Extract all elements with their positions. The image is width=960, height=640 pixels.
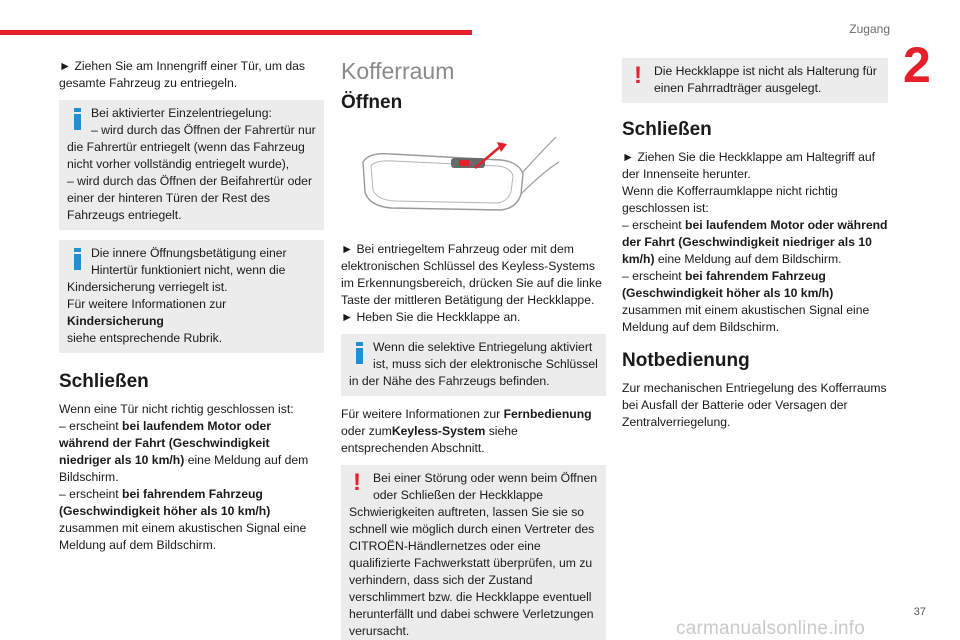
closing-text: Wenn eine Tür nicht richtig geschlossen ist: xyxy=(59,402,294,416)
info-text: ist, muss sich der elektronische Schlüssel xyxy=(373,357,598,371)
page-number: 37 xyxy=(913,606,926,618)
section-heading: Kofferraum xyxy=(341,58,455,84)
open-heading: Öffnen xyxy=(341,92,403,113)
info-text: Für weitere Informationen zur Kindersicherung xyxy=(67,297,227,328)
warning-text: Die Heckklappe ist nicht als Halterung für xyxy=(654,64,877,78)
open-step-1: ► Bei entriegeltem Fahrzeug oder mit dem elektronischen Schlüssel des Keyless-Systems im Erkennungsbereich, drücken Sie auf die linke Taste der mittleren Betätigung der Heckklappe. xyxy=(341,242,602,307)
info-text: die Fahrertür entriegelt (wenn das Fahrzeug nicht vorher vollständig entriegelt wurde), xyxy=(67,140,305,171)
trunk-close-bullet: – erscheint bei laufendem Motor oder während der Fahrt (Geschwindigkeit niedriger als 10 km/h) eine Meldung auf dem Bildschirm. xyxy=(622,218,888,266)
column-1 xyxy=(59,58,324,554)
trunk-close-bullet: – erscheint bei fahrendem Fahrzeug (Geschwindigkeit höher als 10 km/h) zusammen mit einem akustischen Signal eine Meldung auf dem Bildschirm. xyxy=(622,269,870,334)
section-name: Zugang xyxy=(849,22,890,36)
warning-text: einen Fahrradträger ausgelegt. xyxy=(654,81,822,95)
warning-box-bike-carrier xyxy=(622,58,888,103)
trunk-close-text: Wenn die Kofferraumklappe nicht richtig geschlossen ist: xyxy=(622,184,838,215)
closing-bullet: – erscheint bei fahrendem Fahrzeug (Geschwindigkeit höher als 10 km/h) zusammen mit einem akustischen Signal eine Meldung auf dem Bildschirm. xyxy=(59,487,307,552)
tailgate-handle-illustration xyxy=(351,132,561,222)
closing-bullet: – erscheint bei laufendem Motor oder während der Fahrt (Geschwindigkeit niedriger als 10 km/h) eine Meldung auf dem Bildschirm. xyxy=(59,419,309,484)
emergency-heading: Notbedienung xyxy=(622,350,750,371)
info-icon xyxy=(69,246,91,270)
info-icon xyxy=(69,106,91,130)
column-2 xyxy=(341,58,606,640)
info-text: Die innere Öffnungsbetätigung einer xyxy=(91,246,287,260)
warning-box-malfunction xyxy=(341,465,606,640)
info-icon xyxy=(351,340,373,364)
info-text: Hintertür funktioniert nicht, wenn die xyxy=(91,263,286,277)
info-text: in der Nähe des Fahrzeugs befinden. xyxy=(349,374,550,388)
header-accent-bar xyxy=(0,30,472,35)
closing-heading: Schließen xyxy=(59,371,149,392)
info-text: Bei aktivierter Einzelentriegelung: xyxy=(91,106,272,120)
more-info-text: Für weitere Informationen zur Fernbedienung oder zumKeyless-System siehe entsprechenden Abschnitt. xyxy=(341,407,592,455)
info-text: Kindersicherung verriegelt ist. xyxy=(67,280,228,294)
watermark: carmanualsonline.info xyxy=(676,618,866,639)
info-text: – wird durch das Öffnen der Fahrertür nur xyxy=(91,123,316,137)
info-text: – wird durch das Öffnen der Beifahrertür oder einer der hinteren Türen der Rest des Fahrzeugs entriegelt. xyxy=(67,174,313,222)
trunk-close-heading: Schließen xyxy=(622,119,712,140)
emergency-text: Zur mechanischen Entriegelung des Kofferraums bei Ausfall der Batterie oder Versagen der Zentralverriegelung. xyxy=(622,381,887,429)
warning-icon: ! xyxy=(353,469,361,496)
warning-text: oder Schließen der Heckklappe xyxy=(373,488,544,502)
chapter-number: 2 xyxy=(903,37,931,93)
intro-step: ► Ziehen Sie am Innengriff einer Tür, um das gesamte Fahrzeug zu entriegeln. xyxy=(59,59,306,90)
info-box-selective-unlock xyxy=(341,334,606,396)
open-step-2: ► Heben Sie die Heckklappe an. xyxy=(341,310,521,324)
info-box-child-lock xyxy=(59,240,324,353)
warning-text: Schwierigkeiten auftreten, lassen Sie sie so schnell wie möglich durch einen Vertreter des CITROËN-Händlernetzes oder eine qualifizierte Fachwerkstatt überprüfen, um zu verhindern, dass sich der Zustand verschlimmert bzw. die Heckklappe eventuell herunterfällt und dabei schwere Verletzungen verursacht. xyxy=(349,505,595,638)
warning-text: Bei einer Störung oder wenn beim Öffnen xyxy=(373,471,598,485)
trunk-close-step: ► Ziehen Sie die Heckklappe am Haltegriff auf der Innenseite herunter. xyxy=(622,150,876,181)
warning-icon: ! xyxy=(634,62,642,89)
column-3 xyxy=(622,58,888,431)
info-text: siehe entsprechende Rubrik. xyxy=(67,331,223,345)
info-box-single-unlock xyxy=(59,100,324,230)
info-text: Wenn die selektive Entriegelung aktiviert xyxy=(373,340,593,354)
